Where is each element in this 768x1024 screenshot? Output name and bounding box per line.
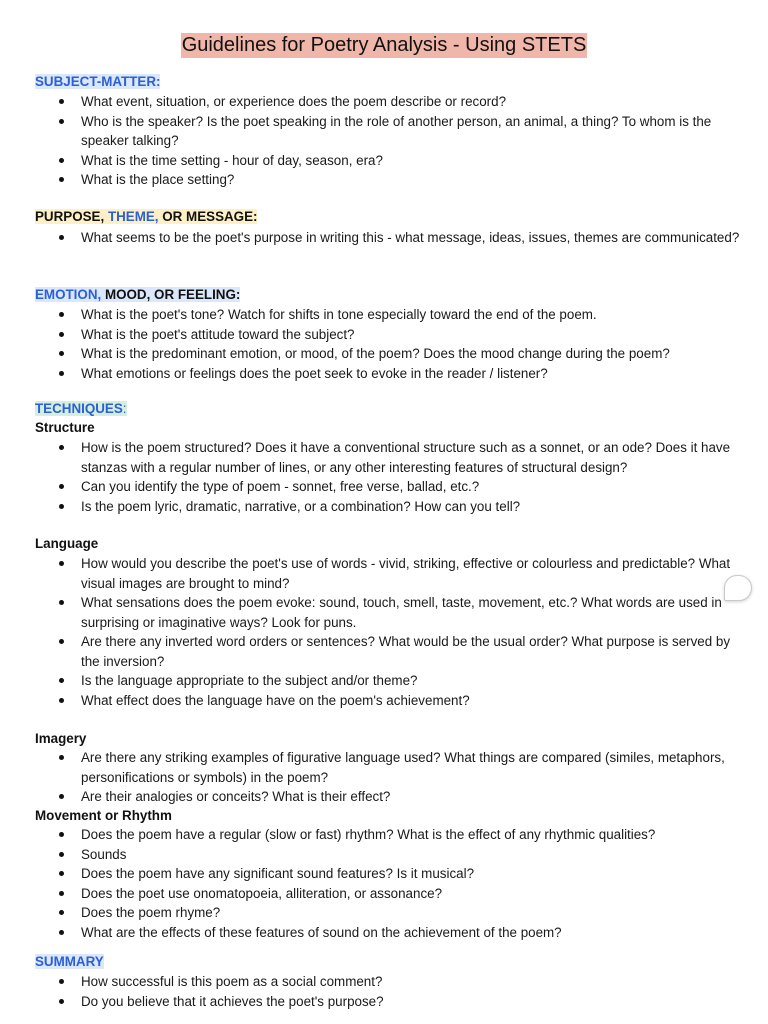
list-item: Are there any inverted word orders or sentences? What would be the usual order? What purpose is served by the inversion? <box>54 632 744 671</box>
subheading-movement: Movement or Rhythm <box>35 808 172 823</box>
list-item: Is the language appropriate to the subject and/or theme? <box>54 671 744 691</box>
list-item: What are the effects of these features of sound on the achievement of the poem? <box>54 923 744 943</box>
emotion-heading-part-2: MOOD, OR FEELING: <box>101 287 241 302</box>
structure-list <box>54 438 744 516</box>
techniques-heading-colon: : <box>122 401 127 416</box>
techniques-heading <box>35 401 127 416</box>
list-item: How would you describe the poet's use of words - vivid, striking, effective or colourless and predictable? What visual images are brought to mind? <box>54 554 744 593</box>
movement-list <box>54 825 744 942</box>
subheading-structure: Structure <box>35 420 95 435</box>
list-item: What sensations does the poem evoke: sound, touch, smell, taste, movement, etc.? What words are used in surprising or imaginative ways? Look for puns. <box>54 593 744 632</box>
list-item: What is the time setting - hour of day, season, era? <box>54 151 744 171</box>
list-item: Does the poem have any significant sound features? Is it musical? <box>54 864 744 884</box>
section-heading-techniques <box>35 400 127 418</box>
imagery-list <box>54 748 744 807</box>
list-item: What is the place setting? <box>54 170 744 190</box>
summary-list <box>54 972 744 1011</box>
list-item: What is the poet's attitude toward the subject? <box>54 325 744 345</box>
list-item: How is the poem structured? Does it have a conventional structure such as a sonnet, or an ode? Does it have stanzas with a regular number of lines, or any other interesting features of structural design? <box>54 438 744 477</box>
purpose-heading-part-2: THEME, <box>107 209 159 224</box>
language-list <box>54 554 744 710</box>
section-heading-emotion <box>35 286 240 304</box>
list-item: What seems to be the poet's purpose in writing this - what message, ideas, issues, themes are communicated? <box>54 228 744 248</box>
list-item: Are there any striking examples of figurative language used? What things are compared (similes, metaphors, personifications or symbols) in the poem? <box>54 748 744 787</box>
list-item: What effect does the language have on the poem's achievement? <box>54 691 744 711</box>
subject-heading-text: SUBJECT-MATTER: <box>35 74 161 89</box>
emotion-heading-part-1: EMOTION, <box>35 287 102 302</box>
list-item: Does the poem rhyme? <box>54 903 744 923</box>
list-item: Does the poem have a regular (slow or fast) rhythm? What is the effect of any rhythmic qualities? <box>54 825 744 845</box>
purpose-heading <box>35 209 257 224</box>
list-item: How successful is this poem as a social comment? <box>54 972 744 992</box>
list-item: Does the poet use onomatopoeia, alliteration, or assonance? <box>54 884 744 904</box>
section-heading-subject <box>35 73 160 91</box>
list-item: Is the poem lyric, dramatic, narrative, or a combination? How can you tell? <box>54 497 744 517</box>
title-wrap <box>0 33 768 58</box>
emotion-list <box>54 305 744 383</box>
list-item: Are their analogies or conceits? What is their effect? <box>54 787 744 807</box>
page-title: Guidelines for Poetry Analysis - Using STETS <box>181 34 587 56</box>
comment-icon[interactable] <box>724 575 752 601</box>
purpose-heading-part-3: OR MESSAGE: <box>158 209 258 224</box>
list-item: Do you believe that it achieves the poet's purpose? <box>54 992 744 1012</box>
list-item: Can you identify the type of poem - sonnet, free verse, ballad, etc.? <box>54 477 744 497</box>
emotion-heading <box>35 287 240 302</box>
list-item: Sounds <box>54 845 744 865</box>
subject-list <box>54 92 744 190</box>
list-item: What event, situation, or experience does the poem describe or record? <box>54 92 744 112</box>
list-item: What is the predominant emotion, or mood, of the poem? Does the mood change during the poem? <box>54 344 744 364</box>
summary-heading-text: SUMMARY <box>35 954 104 969</box>
purpose-heading-part-1: PURPOSE, <box>35 209 108 224</box>
subheading-imagery: Imagery <box>35 731 87 746</box>
section-heading-purpose <box>35 208 257 226</box>
list-item: Who is the speaker? Is the poet speaking in the role of another person, an animal, a thing? To whom is the speaker talking? <box>54 112 744 151</box>
techniques-heading-text: TECHNIQUES <box>35 401 123 416</box>
list-item: What emotions or feelings does the poet seek to evoke in the reader / listener? <box>54 364 744 384</box>
purpose-list <box>54 228 744 248</box>
subheading-language: Language <box>35 536 99 551</box>
list-item: What is the poet's tone? Watch for shifts in tone especially toward the end of the poem. <box>54 305 744 325</box>
section-heading-summary <box>35 953 104 971</box>
